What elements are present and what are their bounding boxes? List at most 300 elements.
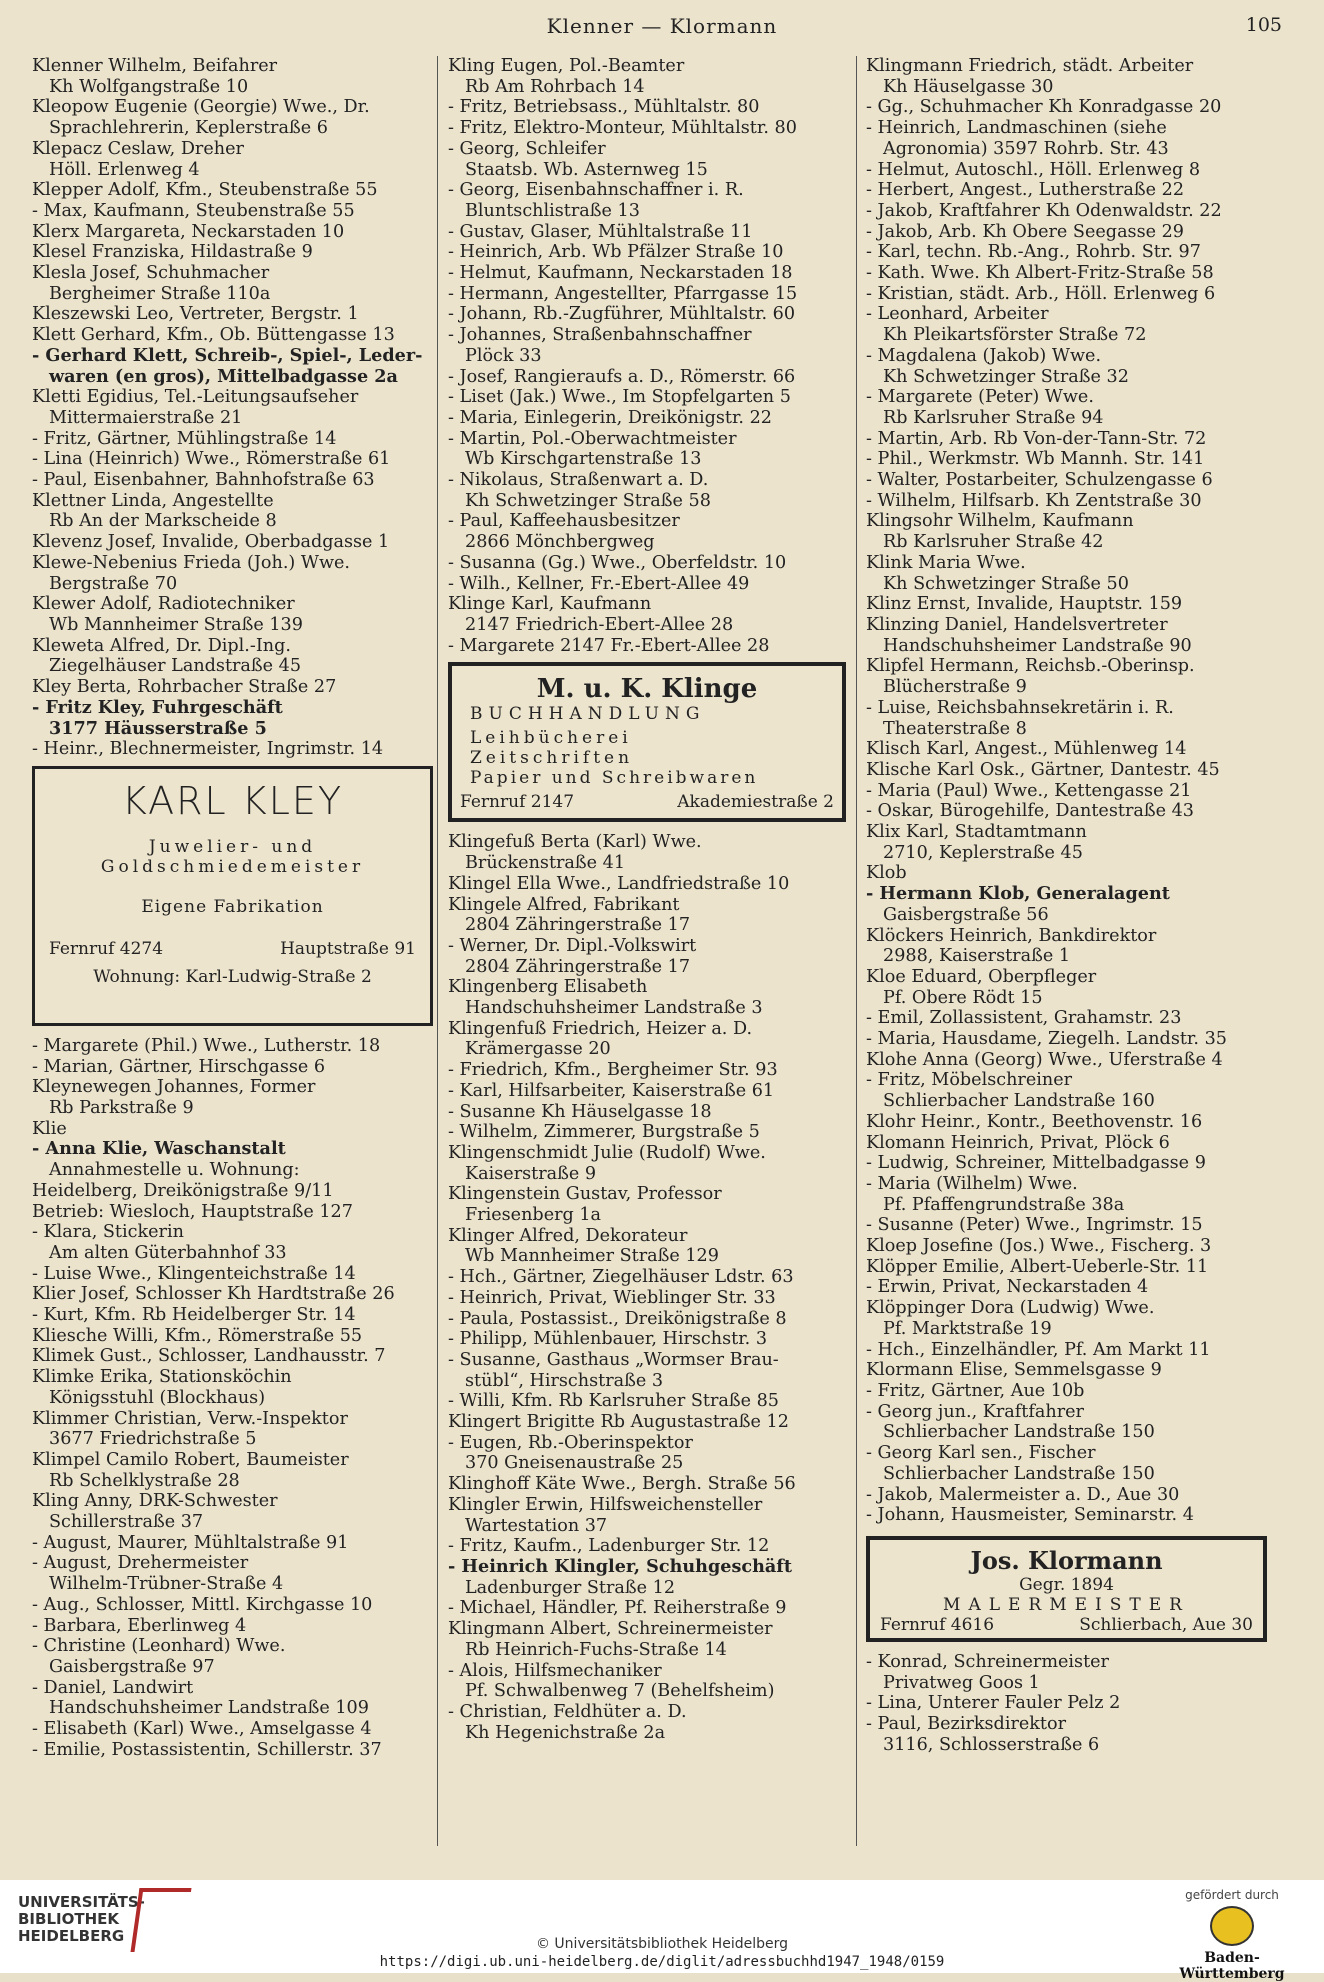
running-header (0, 14, 1324, 44)
directory-entry (866, 387, 1271, 428)
entry-line: - Heinrich Klingler, Schuhgeschäft (448, 1557, 792, 1577)
entry-line: Rb Schelklystraße 28 (49, 1470, 240, 1491)
entry-line: Klingenberg Elisabeth (448, 977, 648, 998)
entry-line: Kh Häuselgasse 30 (883, 76, 1054, 97)
directory-entry (32, 1553, 437, 1594)
directory-entry (866, 1693, 1271, 1714)
entry-line: Klinzing Daniel, Handelsvertreter (866, 614, 1168, 635)
entry-line: Blücherstraße 9 (883, 677, 1027, 698)
entry-line: Klepacz Ceslaw, Dreher (32, 138, 244, 159)
directory-entry (448, 284, 850, 305)
entry-line: Am alten Güterbahnhof 33 (49, 1242, 287, 1263)
entry-line: Bergstraße 70 (49, 573, 178, 594)
directory-entry (32, 180, 437, 201)
entry-line: - Margarete (Phil.) Wwe., Lutherstr. 18 (32, 1035, 381, 1056)
copyright: © Universitätsbibliothek Heidelberg (535, 1936, 788, 1952)
entry-line: Klingsohr Wilhelm, Kaufmann (866, 511, 1134, 532)
column-3 (866, 56, 1271, 1755)
directory-entry (448, 1102, 850, 1123)
directory-entry (448, 242, 850, 263)
entry-line: - Maria, Einlegerin, Dreikönigstr. 22 (448, 407, 772, 428)
entry-line: - Lina, Unterer Fauler Pelz 2 (866, 1693, 1121, 1714)
directory-entry (866, 801, 1271, 822)
entry-line: Sprachlehrerin, Keplerstraße 6 (49, 118, 328, 139)
directory-entry (32, 139, 437, 180)
entry-line: Kleweta Alfred, Dr. Dipl.-Ing. (32, 635, 291, 656)
entry-line: - Georg, Schleifer (448, 138, 606, 159)
entry-line: Klie (32, 1118, 67, 1139)
directory-entry (32, 304, 437, 325)
directory-entry (32, 325, 437, 346)
entry-line: - Maria, Hausdame, Ziegelh. Landstr. 35 (866, 1029, 1227, 1050)
directory-entry (448, 1433, 850, 1474)
directory-entry (866, 1652, 1271, 1693)
directory-entry (32, 242, 437, 263)
entry-line: 2804 Zähringerstraße 17 (465, 956, 691, 977)
entry-line: - Heinrich, Arb. Wb Pfälzer Straße 10 (448, 242, 784, 263)
ad-jos-klormann (866, 1536, 1267, 1642)
ad-line: Papier und Schreibwaren (470, 768, 759, 789)
directory-entry (32, 594, 437, 635)
entry-line: Kleszewski Leo, Vertreter, Bergstr. 1 (32, 304, 359, 325)
directory-entry (866, 967, 1271, 1008)
directory-entry (448, 304, 850, 325)
directory-entry (448, 1412, 850, 1433)
directory-entry (32, 1077, 437, 1118)
directory-entry (866, 1050, 1271, 1071)
entry-line: - August, Maurer, Mühltalstraße 91 (32, 1532, 349, 1553)
entry-line: - Johannes, Straßenbahnschaffner (448, 325, 752, 346)
directory-entry (866, 656, 1271, 697)
entry-line: - Fritz, Betriebsass., Mühltalstr. 80 (448, 97, 760, 118)
directory-entry (448, 118, 850, 139)
entry-line: - Erwin, Privat, Neckarstaden 4 (866, 1277, 1149, 1298)
entry-line: Klingele Alfred, Fabrikant (448, 894, 680, 915)
directory-entry (448, 1081, 850, 1102)
entry-line: - Gustav, Glaser, Mühltalstraße 11 (448, 221, 753, 242)
entry-line: - Susanne Kh Häuselgasse 18 (448, 1101, 712, 1122)
directory-entry (448, 636, 850, 657)
directory-entry (866, 242, 1271, 263)
entry-line: Klingler Erwin, Hilfsweichensteller (448, 1494, 763, 1515)
directory-entry (32, 636, 437, 677)
entry-line: Privatweg Goos 1 (883, 1672, 1040, 1693)
directory-entry (866, 739, 1271, 760)
ad-line: MALERMEISTER (943, 1594, 1190, 1615)
entry-line: Klier Josef, Schlosser Kh Hardtstraße 26 (32, 1284, 395, 1305)
directory-entry (448, 832, 850, 873)
entry-line: Klix Karl, Stadtamtmann (866, 822, 1087, 843)
entry-line: Schlierbacher Landstraße 160 (883, 1091, 1155, 1112)
entry-line: - Marian, Gärtner, Hirschgasse 6 (32, 1056, 326, 1077)
directory-entry (448, 574, 850, 595)
entry-line: - Nikolaus, Straßenwart a. D. (448, 470, 709, 491)
entry-line: Klingenstein Gustav, Professor (448, 1184, 722, 1205)
entry-line: Rb Parkstraße 9 (49, 1098, 194, 1119)
ad-line: Leihbücherei (470, 728, 632, 749)
entry-line: - Margarete 2147 Fr.-Ebert-Allee 28 (448, 635, 770, 656)
directory-entry (866, 470, 1271, 491)
entry-line: Theaterstraße 8 (883, 718, 1027, 739)
entry-line: - Paul, Bezirksdirektor (866, 1714, 1066, 1735)
directory-entry (448, 594, 850, 635)
directory-entry (448, 1288, 850, 1309)
entry-line: Klinz Ernst, Invalide, Hauptstr. 159 (866, 594, 1183, 615)
entry-line: - Barbara, Eberlinweg 4 (32, 1615, 247, 1636)
directory-entry (866, 118, 1271, 159)
entry-line: Klerx Margareta, Neckarstaden 10 (32, 221, 345, 242)
entry-line: Rb Karlsruher Straße 94 (883, 407, 1104, 428)
directory-entry (866, 160, 1271, 181)
entry-line: Rb Karlsruher Straße 42 (883, 532, 1104, 553)
directory-entry (448, 1122, 850, 1143)
directory-entry (448, 1474, 850, 1495)
entry-line: - Fritz, Gärtner, Mühlingstraße 14 (32, 428, 337, 449)
entry-line: Schlierbacher Landstraße 150 (883, 1463, 1155, 1484)
entry-line: Schillerstraße 37 (49, 1512, 204, 1533)
column-2 (448, 56, 850, 1743)
entry-line: stübl“, Hirschstraße 3 (465, 1370, 664, 1391)
entry-line: - Wilh., Kellner, Fr.-Ebert-Allee 49 (448, 573, 750, 594)
entry-line: Kleopow Eugenie (Georgie) Wwe., Dr. (32, 97, 370, 118)
entry-line: Kh Schwetzinger Straße 32 (883, 366, 1129, 387)
directory-entry (448, 1267, 850, 1288)
directory-entry (866, 1714, 1271, 1755)
directory-entry (866, 429, 1271, 450)
entry-line: Höll. Erlenweg 4 (49, 159, 200, 180)
entry-line: Klimek Gust., Schlosser, Landhausstr. 7 (32, 1346, 386, 1367)
entry-line: Kh Pleikartsförster Straße 72 (883, 325, 1147, 346)
sponsor-name: Baden-Württemberg (1179, 1950, 1285, 1982)
directory-entry (32, 449, 437, 470)
entry-line: 3116, Schlosserstraße 6 (883, 1734, 1100, 1755)
ad-address: Hauptstraße 91 (280, 938, 416, 959)
entry-line: - Phil., Werkmstr. Wb Mannh. Str. 141 (866, 449, 1205, 470)
entry-line: - Ludwig, Schreiner, Mittelbadgasse 9 (866, 1153, 1206, 1174)
entry-line: - Kath. Wwe. Kh Albert-Fritz-Straße 58 (866, 263, 1214, 284)
sponsor-block (1162, 1888, 1302, 1982)
entry-line: - Wilhelm, Zimmerer, Burgstraße 5 (448, 1122, 760, 1143)
directory-entry (866, 1277, 1271, 1298)
directory-entry (32, 491, 437, 532)
entry-line: - Karl, Hilfsarbeiter, Kaiserstraße 61 (448, 1080, 775, 1101)
directory-entry (866, 1340, 1271, 1361)
directory-entry (866, 97, 1271, 118)
directory-entry (448, 222, 850, 243)
column-divider (856, 56, 857, 1846)
directory-entry (448, 1391, 850, 1412)
ad-phone: Fernruf 4616 (880, 1614, 995, 1635)
entry-line: Klöckers Heinrich, Bankdirektor (866, 925, 1157, 946)
ad-title: Jos. Klormann (970, 1545, 1163, 1575)
entry-line: - Eugen, Rb.-Oberinspektor (448, 1432, 693, 1453)
entry-line: Klepper Adolf, Kfm., Steubenstraße 55 (32, 180, 378, 201)
entry-line: - Fritz, Gärtner, Aue 10b (866, 1381, 1085, 1401)
directory-entry (866, 1360, 1271, 1381)
directory-entry (866, 1133, 1271, 1154)
directory-entry (866, 346, 1271, 387)
directory-entry (866, 905, 1271, 926)
entry-line: - Heinrich, Privat, Wieblinger Str. 33 (448, 1287, 776, 1308)
entry-line: 3677 Friedrichstraße 5 (49, 1429, 257, 1450)
entry-line: Klingel Ella Wwe., Landfriedstraße 10 (448, 873, 790, 894)
entry-line: Handschuhsheimer Landstraße 90 (883, 635, 1192, 656)
entry-line: Klesla Josef, Schuhmacher (32, 263, 270, 284)
directory-entry (32, 1346, 437, 1367)
directory-entry (32, 1264, 437, 1285)
entry-line: Pf. Schwalbenweg 7 (Behelfsheim) (465, 1681, 775, 1702)
entry-line: - Fritz Kley, Fuhrgeschäft (32, 697, 283, 718)
entry-line: Klingert Brigitte Rb Augustastraße 12 (448, 1412, 789, 1433)
directory-entry (448, 97, 850, 118)
business-entry (866, 884, 1271, 905)
directory-entry (866, 781, 1271, 802)
directory-entry (866, 1174, 1271, 1215)
business-entry (32, 698, 437, 739)
directory-entry (32, 470, 437, 491)
directory-entry (866, 1215, 1271, 1236)
directory-entry (866, 594, 1271, 615)
entry-line: 2988, Kaiserstraße 1 (883, 946, 1071, 967)
entry-line: - Maria (Paul) Wwe., Kettengasse 21 (866, 780, 1192, 801)
directory-entry (866, 491, 1271, 512)
entry-line: Klenner Wilhelm, Beifahrer (32, 56, 278, 76)
entry-line: Kletti Egidius, Tel.-Leitungsaufseher (32, 387, 359, 408)
page-title: Klenner — Klormann (546, 14, 778, 38)
directory-entry (866, 180, 1271, 201)
directory-entry (448, 1309, 850, 1330)
entry-line: Kleynewegen Johannes, Former (32, 1077, 316, 1098)
directory-entry (448, 1598, 850, 1619)
directory-entry (32, 1202, 437, 1223)
ad-line: BUCHHANDLUNG (470, 704, 706, 725)
directory-entry (866, 1298, 1271, 1339)
ad-title: M. u. K. Klinge (536, 674, 758, 705)
column-1 (32, 56, 437, 1761)
directory-entry (32, 1367, 437, 1408)
entry-line: Kliesche Willi, Kfm., Römerstraße 55 (32, 1325, 363, 1346)
entry-line: - Hch., Gärtner, Ziegelhäuser Ldstr. 63 (448, 1267, 794, 1288)
entry-line: - Walter, Postarbeiter, Schulzengasse 6 (866, 470, 1213, 491)
entry-line: Mittermaierstraße 21 (49, 407, 243, 428)
business-entry (448, 1557, 850, 1578)
directory-entry (32, 1533, 437, 1554)
entry-line: - Alois, Hilfsmechaniker (448, 1660, 662, 1681)
entry-line: 2804 Zähringerstraße 17 (465, 915, 691, 936)
entry-line: Bergheimer Straße 110a (49, 283, 271, 304)
entry-line: 3177 Häusserstraße 5 (49, 717, 267, 739)
directory-entry (32, 1678, 437, 1719)
entry-line: - Hermann Klob, Generalagent (866, 884, 1170, 905)
ad-line: Juwelier- und (148, 836, 317, 857)
directory-entry (866, 1257, 1271, 1278)
directory-entry (448, 1495, 850, 1536)
entry-line: - Josef, Rangieraufs a. D., Römerstr. 66 (448, 366, 796, 387)
ad-line: Gegr. 1894 (1019, 1574, 1114, 1595)
entry-line: Königsstuhl (Blockhaus) (49, 1387, 266, 1408)
entry-line: - Heinr., Blechnermeister, Ingrimstr. 14 (32, 739, 384, 760)
entry-line: Klewer Adolf, Radiotechniker (32, 594, 295, 615)
entry-line: - Helmut, Autoschl., Höll. Erlenweg 8 (866, 159, 1201, 180)
library-name-line: BIBLIOTHEK (18, 1910, 119, 1928)
entry-line: Klomann Heinrich, Privat, Plöck 6 (866, 1132, 1170, 1153)
directory-entry (866, 926, 1271, 967)
directory-entry (32, 201, 437, 222)
directory-entry (32, 56, 437, 97)
entry-line: - Jakob, Arb. Kh Obere Seegasse 29 (866, 221, 1185, 242)
entry-line: - Kurt, Kfm. Rb Heidelberger Str. 14 (32, 1305, 356, 1326)
entry-line: - Magdalena (Jakob) Wwe. (866, 345, 1102, 366)
directory-entry (32, 1740, 437, 1761)
entry-line: Handschuhsheimer Landstraße 3 (465, 998, 763, 1019)
entry-line: Pf. Marktstraße 19 (883, 1318, 1052, 1339)
entry-line: Wilhelm-Trübner-Straße 4 (49, 1574, 284, 1595)
directory-entry (866, 1381, 1271, 1402)
directory-entry (866, 1008, 1271, 1029)
entry-line: Gaisbergstraße 97 (49, 1657, 215, 1677)
directory-entry (448, 139, 850, 180)
entry-line: Klingmann Friedrich, städt. Arbeiter (866, 56, 1194, 76)
directory-entry (866, 201, 1271, 222)
entry-line: Kling Eugen, Pol.-Beamter (448, 56, 685, 76)
ad-line: Eigene Fabrikation (141, 896, 324, 917)
entry-line: - Friedrich, Kfm., Bergheimer Str. 93 (448, 1060, 778, 1081)
entry-line: Klisch Karl, Angest., Mühlenweg 14 (866, 739, 1187, 760)
column-divider (437, 56, 438, 1846)
entry-line: - Jakob, Kraftfahrer Kh Odenwaldstr. 22 (866, 200, 1222, 221)
directory-entry (866, 1505, 1271, 1526)
business-entry (32, 1139, 437, 1160)
entry-line: Klob (866, 863, 907, 884)
entry-line: - Georg jun., Kraftfahrer (866, 1401, 1084, 1422)
ad-address: Akademiestraße 2 (677, 792, 834, 813)
directory-entry (32, 1450, 437, 1491)
entry-line: Klingmann Albert, Schreinermeister (448, 1619, 773, 1640)
entry-line: - Lina (Heinrich) Wwe., Römerstraße 61 (32, 449, 391, 470)
entry-line: Klimpel Camilo Robert, Baumeister (32, 1449, 349, 1470)
entry-line: - Willi, Kfm. Rb Karlsruher Straße 85 (448, 1391, 779, 1412)
entry-line: Bluntschlistraße 13 (465, 200, 640, 221)
directory-entry (32, 387, 437, 428)
directory-entry (866, 760, 1271, 781)
sponsor-label: gefördert durch (1185, 1888, 1279, 1902)
entry-line: - Emil, Zollassistent, Grahamstr. 23 (866, 1008, 1182, 1029)
entry-line: - Georg Karl sen., Fischer (866, 1443, 1096, 1464)
entry-line: - Konrad, Schreinermeister (866, 1651, 1109, 1672)
directory-entry (32, 97, 437, 138)
entry-line: 2866 Mönchbergweg (465, 532, 655, 553)
entry-line: - Wilhelm, Hilfsarb. Kh Zentstraße 30 (866, 490, 1202, 511)
entry-line: - Susanna (Gg.) Wwe., Oberfeldstr. 10 (448, 552, 787, 573)
page-number: 105 (1245, 14, 1282, 36)
entry-line: Klett Gerhard, Kfm., Ob. Büttengasse 13 (32, 325, 395, 346)
entry-line: Annahmestelle u. Wohnung: (49, 1160, 300, 1181)
entry-line: - Luise Wwe., Klingenteichstraße 14 (32, 1263, 356, 1284)
directory-entry (866, 615, 1271, 656)
directory-entry (866, 1236, 1271, 1257)
entry-line: Klink Maria Wwe. (866, 552, 1026, 573)
directory-entry (448, 1226, 850, 1267)
directory-entry (866, 1153, 1271, 1174)
entry-line: - Liset (Jak.) Wwe., Im Stopfelgarten 5 (448, 387, 791, 408)
directory-entry (448, 408, 850, 429)
permalink[interactable]: https://digi.ub.uni-heidelberg.de/diglit/adressbuchhd1947_1948/0159 (379, 1954, 945, 1970)
directory-entry (32, 263, 437, 304)
directory-entry (32, 677, 437, 698)
entry-line: Klingenschmidt Julie (Rudolf) Wwe. (448, 1142, 766, 1163)
entry-line: - Christine (Leonhard) Wwe. (32, 1636, 286, 1657)
entry-line: Klesel Franziska, Hildastraße 9 (32, 242, 313, 263)
entry-line: Ziegelhäuser Landstraße 45 (49, 656, 302, 677)
directory-entry (866, 304, 1271, 345)
directory-entry (32, 1719, 437, 1740)
entry-line: - Johann, Rb.-Zugführer, Mühltalstr. 60 (448, 304, 796, 325)
entry-line: - Christian, Feldhüter a. D. (448, 1701, 687, 1722)
directory-entry (32, 1057, 437, 1078)
directory-entry (866, 511, 1271, 552)
entry-line: Kloep Josefine (Jos.) Wwe., Fischerg. 3 (866, 1236, 1212, 1257)
directory-entry (448, 429, 850, 470)
directory-entry (866, 553, 1271, 594)
directory-entry (448, 1143, 850, 1184)
directory-entry (448, 1060, 850, 1081)
entry-line: - Philipp, Mühlenbauer, Hirschstr. 3 (448, 1329, 768, 1350)
entry-line: - Luise, Reichsbahnsekretärin i. R. (866, 697, 1174, 718)
entry-line: Friesenberg 1a (465, 1205, 602, 1226)
coat-of-arms-icon (1210, 1906, 1254, 1946)
directory-entry (448, 1536, 850, 1557)
directory-entry (866, 822, 1271, 863)
directory-entry (448, 1578, 850, 1599)
entry-line: Klimmer Christian, Verw.-Inspektor (32, 1408, 348, 1429)
directory-entry (448, 895, 850, 936)
directory-entry (448, 1184, 850, 1225)
directory-entry (866, 863, 1271, 884)
entry-line: - Martin, Arb. Rb Von-der-Tann-Str. 72 (866, 428, 1207, 449)
directory-entry (448, 325, 850, 366)
entry-line: Klewe-Nebenius Frieda (Joh.) Wwe. (32, 552, 351, 573)
entry-line: Wb Mannheimer Straße 139 (49, 614, 303, 635)
entry-line: - Karl, techn. Rb.-Ang., Rohrb. Str. 97 (866, 242, 1201, 263)
entry-line: Klinger Alfred, Dekorateur (448, 1225, 688, 1246)
entry-line: - Anna Klie, Waschanstalt (32, 1139, 286, 1160)
directory-entry (448, 936, 850, 977)
entry-line: Klöpper Emilie, Albert-Ueberle-Str. 11 (866, 1256, 1209, 1277)
directory-entry (448, 263, 850, 284)
entry-line: Agronomia) 3597 Rohrb. Str. 43 (883, 138, 1169, 159)
directory-entry (32, 532, 437, 553)
entry-line: - Oskar, Bürogehilfe, Dantestraße 43 (866, 801, 1194, 822)
entry-line: Klinge Karl, Kaufmann (448, 594, 652, 615)
directory-entry (448, 553, 850, 574)
directory-entry (866, 1070, 1271, 1111)
directory-entry (448, 387, 850, 408)
entry-line: Krämergasse 20 (465, 1039, 611, 1060)
directory-entry (448, 470, 850, 511)
entry-line: - Johann, Hausmeister, Seminarstr. 4 (866, 1505, 1194, 1526)
directory-entry (448, 180, 850, 221)
entry-line: - Elisabeth (Karl) Wwe., Amselgasse 4 (32, 1719, 372, 1740)
directory-entry (32, 1636, 437, 1677)
entry-line: Handschuhsheimer Landstraße 109 (49, 1698, 369, 1719)
entry-line: Kley Berta, Rohrbacher Straße 27 (32, 677, 337, 698)
entry-line: - Jakob, Malermeister a. D., Aue 30 (866, 1484, 1180, 1505)
entry-line: Betrieb: Wiesloch, Hauptstraße 127 (32, 1201, 353, 1222)
entry-line: Klingefuß Berta (Karl) Wwe. (448, 832, 702, 853)
entry-line: Gaisbergstraße 56 (883, 904, 1049, 925)
directory-entry (32, 553, 437, 594)
ad-home: Wohnung: Karl-Ludwig-Straße 2 (93, 966, 372, 987)
